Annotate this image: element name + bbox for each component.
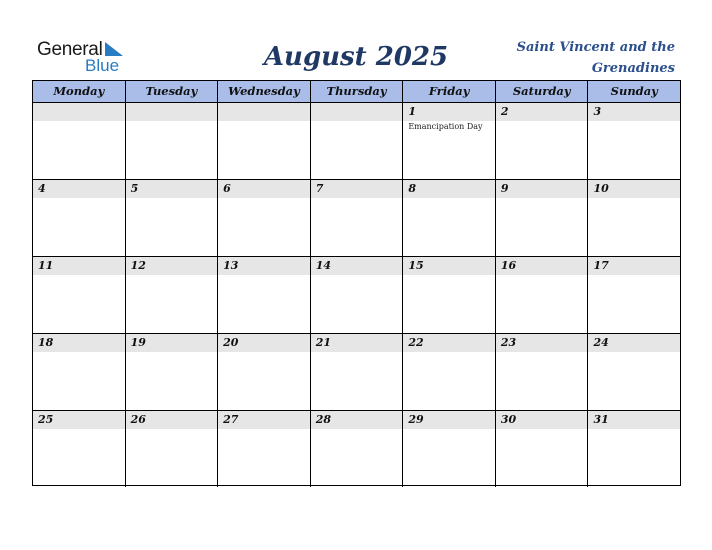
weekday-tuesday: Tuesday xyxy=(126,81,219,102)
logo-text-general: General xyxy=(37,39,103,60)
day-cell[interactable] xyxy=(311,334,404,410)
day-cell[interactable] xyxy=(33,257,126,333)
day-number: 24 xyxy=(593,336,609,349)
day-number: 6 xyxy=(223,182,231,195)
day-number: 26 xyxy=(130,413,146,426)
day-cell[interactable] xyxy=(588,257,680,333)
calendar-week-row xyxy=(33,103,680,180)
day-number: 8 xyxy=(408,182,416,195)
day-number-strip xyxy=(496,180,588,198)
day-number: 27 xyxy=(223,413,239,426)
day-number-strip xyxy=(33,180,125,198)
day-number: 1 xyxy=(408,105,416,118)
day-cell[interactable] xyxy=(218,411,311,487)
day-cell[interactable] xyxy=(218,334,311,410)
day-number: 31 xyxy=(593,413,609,426)
day-cell[interactable] xyxy=(496,257,589,333)
day-number: 22 xyxy=(408,336,424,349)
day-number: 29 xyxy=(408,413,424,426)
day-cell[interactable] xyxy=(126,180,219,256)
empty-day-cell xyxy=(218,103,311,179)
empty-day-cell xyxy=(126,103,219,179)
day-number: 13 xyxy=(223,259,239,272)
day-cell[interactable] xyxy=(588,411,680,487)
day-number: 30 xyxy=(500,413,517,426)
day-number: 7 xyxy=(315,182,324,195)
day-number-strip xyxy=(126,180,218,198)
day-cell[interactable] xyxy=(126,411,219,487)
day-number: 11 xyxy=(38,259,54,272)
weekday-header-row xyxy=(33,81,680,103)
day-cell[interactable] xyxy=(403,257,496,333)
calendar-grid xyxy=(32,80,681,486)
logo-text-blue: Blue xyxy=(85,56,120,75)
day-number-strip xyxy=(311,103,403,121)
day-number: 4 xyxy=(38,182,46,195)
day-cell[interactable] xyxy=(588,334,680,410)
day-number-strip xyxy=(403,180,495,198)
day-number: 10 xyxy=(593,182,609,195)
day-cell[interactable] xyxy=(311,180,404,256)
day-number-strip xyxy=(403,103,495,121)
weekday-friday: Friday xyxy=(403,81,496,102)
day-number: 5 xyxy=(130,182,139,195)
day-number: 9 xyxy=(500,182,509,195)
day-cell[interactable] xyxy=(218,180,311,256)
day-number: 18 xyxy=(38,336,54,349)
calendar-title: August 2025 xyxy=(263,42,449,72)
day-number: 17 xyxy=(593,259,609,272)
weekday-sunday: Sunday xyxy=(610,84,658,98)
day-number: 21 xyxy=(315,336,332,349)
day-number: 12 xyxy=(130,259,146,272)
day-number: 2 xyxy=(500,105,509,118)
day-cell[interactable] xyxy=(311,257,404,333)
day-number: 15 xyxy=(408,259,424,272)
calendar-week-row xyxy=(33,334,680,411)
empty-day-cell xyxy=(311,103,404,179)
day-cell[interactable] xyxy=(588,103,680,179)
day-cell[interactable] xyxy=(496,411,589,487)
empty-day-cell xyxy=(33,103,126,179)
weekday-wednesday: Wednesday xyxy=(218,81,311,102)
day-number-strip xyxy=(311,180,403,198)
day-number: 3 xyxy=(593,105,602,118)
day-cell[interactable] xyxy=(218,257,311,333)
weekday-monday: Monday xyxy=(33,81,126,102)
weekday-thursday: Thursday xyxy=(311,81,404,102)
day-number-strip xyxy=(588,103,680,121)
day-cell[interactable] xyxy=(496,103,589,179)
day-number: 28 xyxy=(315,413,332,426)
day-cell[interactable] xyxy=(496,334,589,410)
calendar-weeks xyxy=(33,103,680,487)
day-cell[interactable] xyxy=(311,411,404,487)
day-number: 14 xyxy=(315,259,332,272)
day-cell[interactable] xyxy=(403,180,496,256)
calendar-week-row xyxy=(33,257,680,334)
weekday-saturday: Saturday xyxy=(496,81,589,102)
day-cell[interactable] xyxy=(588,180,680,256)
calendar-week-row xyxy=(33,411,680,487)
day-number: 23 xyxy=(500,336,517,349)
day-cell[interactable] xyxy=(33,180,126,256)
day-number-strip xyxy=(126,103,218,121)
day-number-strip xyxy=(218,180,310,198)
holiday-label: Emancipation Day xyxy=(408,122,483,131)
day-number-strip xyxy=(33,103,125,121)
day-number: 16 xyxy=(500,259,517,272)
day-cell[interactable] xyxy=(403,411,496,487)
day-cell[interactable] xyxy=(496,180,589,256)
day-cell[interactable] xyxy=(403,103,496,179)
day-cell[interactable] xyxy=(126,334,219,410)
day-number-strip xyxy=(496,103,588,121)
day-number: 20 xyxy=(223,336,239,349)
day-number: 25 xyxy=(38,413,54,426)
calendar-week-row xyxy=(33,180,680,257)
day-cell[interactable] xyxy=(33,411,126,487)
day-cell[interactable] xyxy=(33,334,126,410)
day-cell[interactable] xyxy=(126,257,219,333)
day-number-strip xyxy=(218,103,310,121)
country-name: Saint Vincent and the Grenadines xyxy=(516,40,675,76)
day-cell[interactable] xyxy=(403,334,496,410)
day-number: 19 xyxy=(130,336,146,349)
